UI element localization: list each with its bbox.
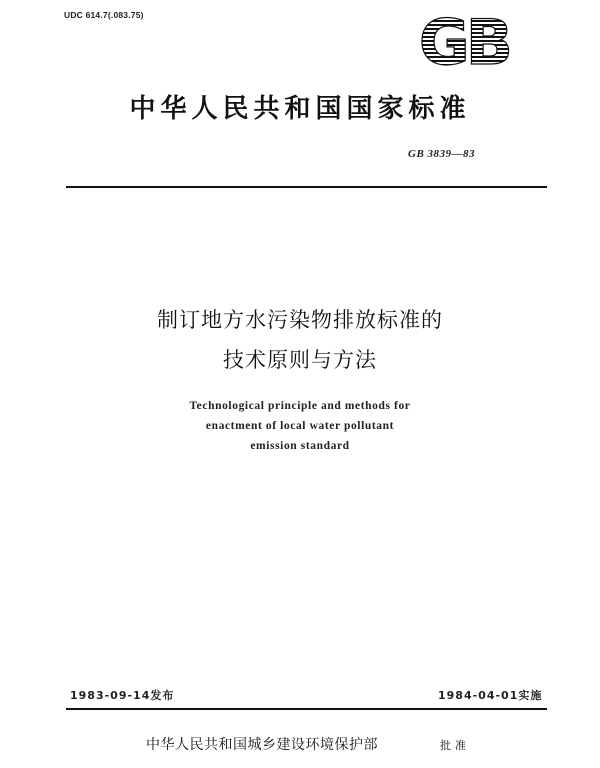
gb-logo-text: GB xyxy=(418,12,510,72)
implementation-date: 1984-04-01实施 xyxy=(438,689,543,702)
issuing-ministry: 中华人民共和国城乡建设环境保护部 xyxy=(146,737,378,753)
chinese-title-line-2: 技术原则与方法 xyxy=(223,348,377,372)
chinese-title-line-1: 制订地方水污染物排放标准的 xyxy=(157,308,443,332)
english-title-line-1: Technological principle and methods for xyxy=(189,400,411,412)
header-divider xyxy=(66,186,547,188)
udc-code: UDC 614.7(.083.75) xyxy=(64,10,144,20)
standard-category-title: 中华人民共和国国家标准 xyxy=(129,94,471,124)
english-title-line-2: enactment of local water pollutant xyxy=(205,420,395,432)
standard-number: GB 3839—83 xyxy=(408,148,476,160)
approval-label: 批准 xyxy=(440,739,470,752)
issue-date: 1983-09-14发布 xyxy=(70,689,175,702)
footer-divider xyxy=(66,708,547,710)
english-title-line-3: emission standard xyxy=(250,440,350,452)
gb-logo xyxy=(403,12,525,72)
